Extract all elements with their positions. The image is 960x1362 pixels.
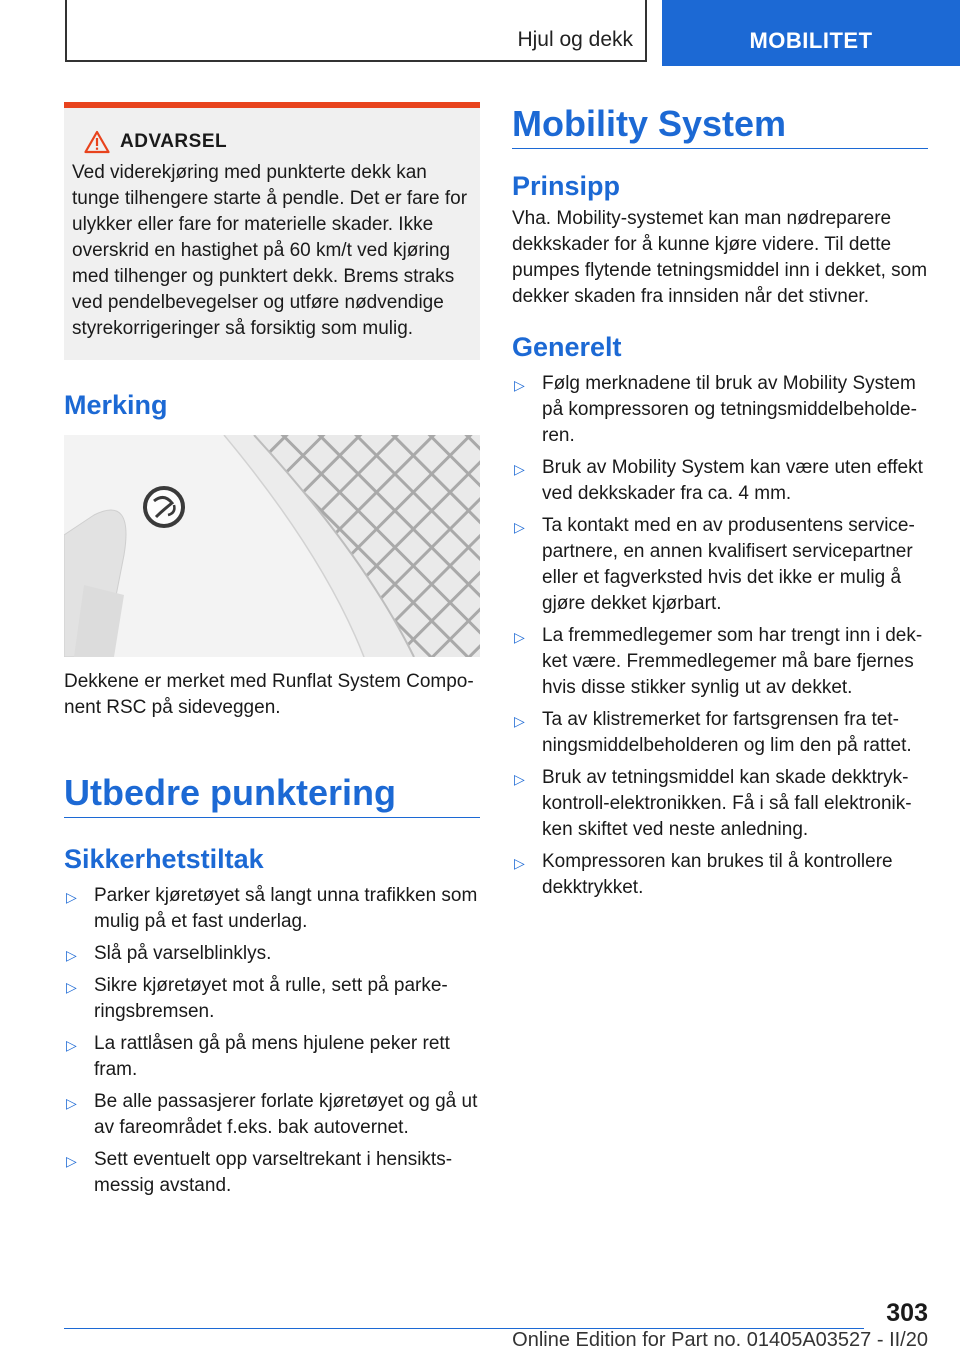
list-item-text: Bruk av Mobility System kan være uten effekt ved dekkskader fra ca. 4 mm. — [542, 457, 923, 504]
list-item — [512, 765, 928, 843]
list-item — [64, 973, 480, 1025]
list-item — [64, 1147, 480, 1199]
list-item-text: Sikre kjøretøyet mot å rulle, sett på parkeringsbremsen. — [94, 975, 448, 1022]
list-item-text: Ta av klistremerket for fartsgrensen fra tetningsmiddelbeholderen og lim den på rattet. — [542, 709, 912, 756]
bullet-triangle-icon: ▷ — [66, 889, 77, 905]
list-item-text: Ta kontakt med en av produsentens servicepartnere, en annen kvalifisert servicepartner eller et fagverksted hvis det ikke er mulig å gjøre dekket kjørbart. — [542, 515, 915, 614]
bullet-triangle-icon: ▷ — [66, 979, 77, 995]
list-item — [64, 883, 480, 935]
repair-heading: Utbedre punktering — [64, 771, 480, 818]
list-item-text: Sett eventuelt opp varseltrekant i hensiktsmessig avstand. — [94, 1149, 453, 1196]
list-item — [512, 371, 928, 449]
header-section-title: Hjul og dekk — [517, 28, 633, 51]
safety-heading: Sikkerhetstiltak — [64, 844, 264, 874]
page-number: 303 — [886, 1299, 928, 1327]
warning-text: Ved viderekjøring med punkterte dekk kan tunge tilhengere starte å pendle. Det er fare for ulykker eller fare for materielle skader. Ikke overskrid en hastighet på 60 km/t ved kjøring med tilhenger og punktert dekk. Brems straks ved pendelbevegelser og utføre nødvendige styrekorrigeringer så forsiktig som mulig. — [72, 162, 468, 339]
header-chapter-label: MOBILITET — [749, 28, 873, 53]
list-item — [64, 941, 480, 967]
bullet-triangle-icon: ▷ — [66, 1095, 77, 1111]
principle-heading: Prinsipp — [512, 171, 621, 201]
list-item — [512, 623, 928, 701]
warning-header — [72, 130, 472, 154]
right-column — [512, 102, 928, 907]
safety-list — [64, 883, 480, 1199]
bullet-triangle-icon: ▷ — [66, 947, 77, 963]
tire-sidewall-image — [64, 435, 480, 657]
bullet-triangle-icon: ▷ — [514, 713, 525, 729]
list-item-text: La fremmedlegemer som har trengt inn i dekket være. Fremmedlegemer må bare fjernes hvis disse stikker synlig ut av dekket. — [542, 625, 923, 698]
list-item — [64, 1031, 480, 1083]
list-item-text: Slå på varselblinklys. — [94, 943, 272, 964]
list-item-text: Bruk av tetningsmiddel kan skade dekktrykkontroll-elektronikken. Få i så fall elektronikken skiftet ved neste anledning. — [542, 767, 912, 840]
bullet-triangle-icon: ▷ — [514, 771, 525, 787]
principle-text: Vha. Mobility-systemet kan man nødreparere dekkskader for å kunne kjøre videre. Til dette pumpes flytende tetningsmiddel inn i dekket, som dekker skaden fra innsiden når det stivner. — [512, 208, 928, 307]
mobility-heading: Mobility System — [512, 102, 928, 149]
list-item-text: La rattlåsen gå på mens hjulene peker rett fram. — [94, 1033, 450, 1080]
list-item — [512, 849, 928, 901]
list-item — [512, 455, 928, 507]
bullet-triangle-icon: ▷ — [66, 1153, 77, 1169]
bullet-triangle-icon: ▷ — [66, 1037, 77, 1053]
general-list — [512, 371, 928, 901]
header-chapter-tab — [662, 0, 960, 66]
bullet-triangle-icon: ▷ — [514, 855, 525, 871]
list-item-text: Be alle passasjerer forlate kjøretøyet og gå ut av fareområdet f.eks. bak autovernet. — [94, 1091, 478, 1138]
merking-heading: Merking — [64, 390, 168, 420]
warning-triangle-icon — [84, 130, 110, 154]
bullet-triangle-icon: ▷ — [514, 377, 525, 393]
left-column — [64, 102, 480, 1205]
list-item — [512, 513, 928, 617]
footer-edition: Online Edition for Part no. 01405A03527 - II/20 — [512, 1329, 928, 1351]
list-item — [512, 707, 928, 759]
list-item-text: Parker kjøretøyet så langt unna trafikken som mulig på et fast underlag. — [94, 885, 478, 932]
general-heading: Generelt — [512, 332, 622, 362]
warning-title: ADVARSEL — [120, 131, 228, 152]
bullet-triangle-icon: ▷ — [514, 519, 525, 535]
list-item — [64, 1089, 480, 1141]
list-item-text: Følg merknadene til bruk av Mobility System på kompressoren og tetningsmiddelbeholderen. — [542, 373, 917, 446]
header-section-box — [65, 0, 647, 62]
warning-box — [64, 102, 480, 360]
bullet-triangle-icon: ▷ — [514, 629, 525, 645]
bullet-triangle-icon: ▷ — [514, 461, 525, 477]
merking-caption: Dekkene er merket med Runflat System Component RSC på sideveggen. — [64, 671, 474, 718]
list-item-text: Kompressoren kan brukes til å kontrollere dekktrykket. — [542, 851, 893, 898]
